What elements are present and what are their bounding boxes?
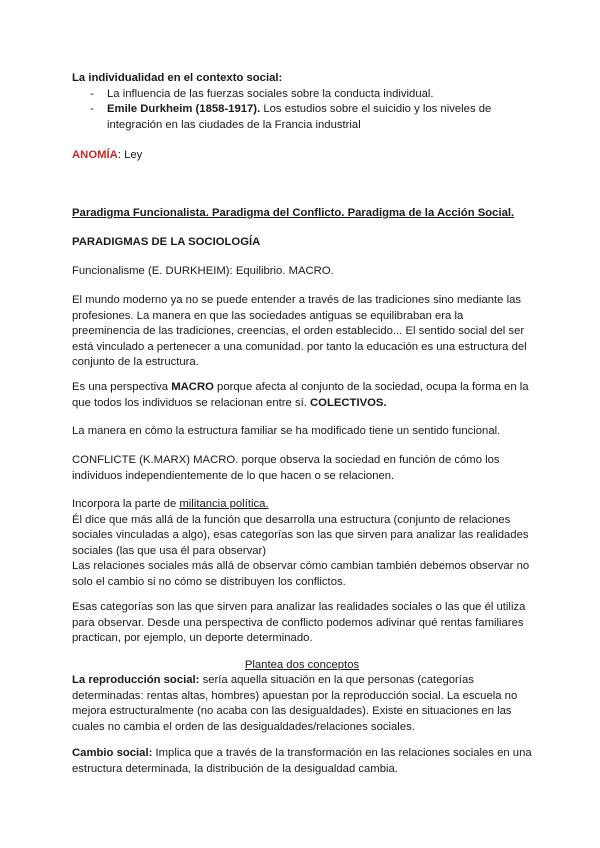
bullet-bold: Emile Durkheim (1858-1917).: [107, 103, 261, 115]
militancia-line3: Las relaciones sociales más allá de observar cómo cambian también debemos observar no solo el cambio si no cómo se distribuyen los conflictos.: [72, 560, 530, 588]
paragraph-macro: [72, 380, 532, 411]
bullet-text: Los estudios sobre el suicidio y los niveles de integración en las ciudades de la Francia industrial: [107, 103, 492, 131]
intro-section: [72, 71, 532, 133]
anomia-line: [72, 148, 532, 164]
paragraph-categorias: Esas categorías son las que sirven para analizar las realidades sociales o las que él utiliza para observar. Desde una perspectiva de conflicto podemos adivinar qué rentas familiares practican, por ejemplo, un deporte determinado.: [72, 601, 526, 644]
plantea-heading: Plantea dos conceptos: [244, 659, 360, 671]
cambio-text: Implica que a través de la transformación en las relaciones sociales en una estructura determinada, la distribución de la desigualdad cambia.: [72, 747, 532, 775]
bullet-dash: -: [90, 103, 94, 115]
paragraph-familiar: La manera en cómo la estructura familiar se ha modificado tiene un sentido funcional.: [72, 425, 501, 437]
intro-heading: La individualidad en el contexto social:: [72, 72, 283, 84]
cambio-term: Cambio social:: [72, 747, 153, 759]
macro-bold: MACRO: [171, 381, 214, 393]
militancia-text: Incorpora la parte de: [72, 498, 180, 510]
intro-bullet-list: [72, 87, 532, 134]
paragraph-militancia: [72, 497, 532, 590]
colectivos-bold: COLECTIVOS.: [310, 396, 387, 409]
militancia-line2: Él dice que más allá de la función que desarrolla una estructura (conjunto de relaciones sociales vinculadas a algo), esas categorías son las que sirven para analizar las realidades sociales (las que usa él para observar): [72, 513, 529, 557]
militancia-line: [72, 497, 532, 513]
reproduccion-text: sería aquella situación en la que personas (categorías determinadas: rentas altas, hombres) apuestan por la reproducción social. La escuela no mejora estructuralmente (no acaba con las desigualdades). Existe en situaciones en las cuales no cambia el orden de las desigualdades/relaciones sociales.: [72, 674, 518, 733]
paragraph-mundo-moderno: El mundo moderno ya no se puede entender a través de las tradiciones sino mediante las profesiones. La manera en que las sociedades antiguas se equilibraban era la preeminencia de las tradiciones, creencias, el orden establecido... El sentido social del ser está vinculado a pertenecer a una comunidad. por tanto la educación es una estructura del conjunto de la estructura.: [72, 294, 527, 368]
anomia-term: ANOMÍA: [72, 149, 118, 161]
macro-text-c: porque afecta al conjunto de la sociedad, ocupa la forma en la que todos los individuos se relacionan entre sí.: [72, 381, 529, 409]
bullet-text: La influencia de las fuerzas sociales sobre la conducta individual.: [107, 87, 434, 100]
funcionalisme-line: Funcionalisme (E. DURKHEIM): Equilibrio. MACRO.: [72, 265, 334, 277]
paradigm-title: Paradigma Funcionalista. Paradigma del Conflicto. Paradigma de la Acción Social.: [72, 207, 515, 219]
list-item: [72, 87, 532, 103]
paragraph-cambio: [72, 746, 532, 777]
militancia-underlined: militancia política.: [179, 498, 269, 510]
paragraph-reproduccion: [72, 673, 532, 735]
anomia-rest: : Ley: [117, 149, 143, 161]
list-item: [72, 102, 532, 133]
bullet-dash: -: [90, 87, 94, 100]
macro-text-a: Es una perspectiva: [72, 381, 172, 393]
reproduccion-term: La reproducción social:: [72, 674, 200, 686]
section-heading: PARADIGMAS DE LA SOCIOLOGÍA: [72, 236, 261, 248]
paragraph-conflicte: CONFLICTE (K.MARX) MACRO. porque observa la sociedad en función de cómo los individuos independientemente de lo que hacen o se relacionen.: [72, 454, 500, 482]
